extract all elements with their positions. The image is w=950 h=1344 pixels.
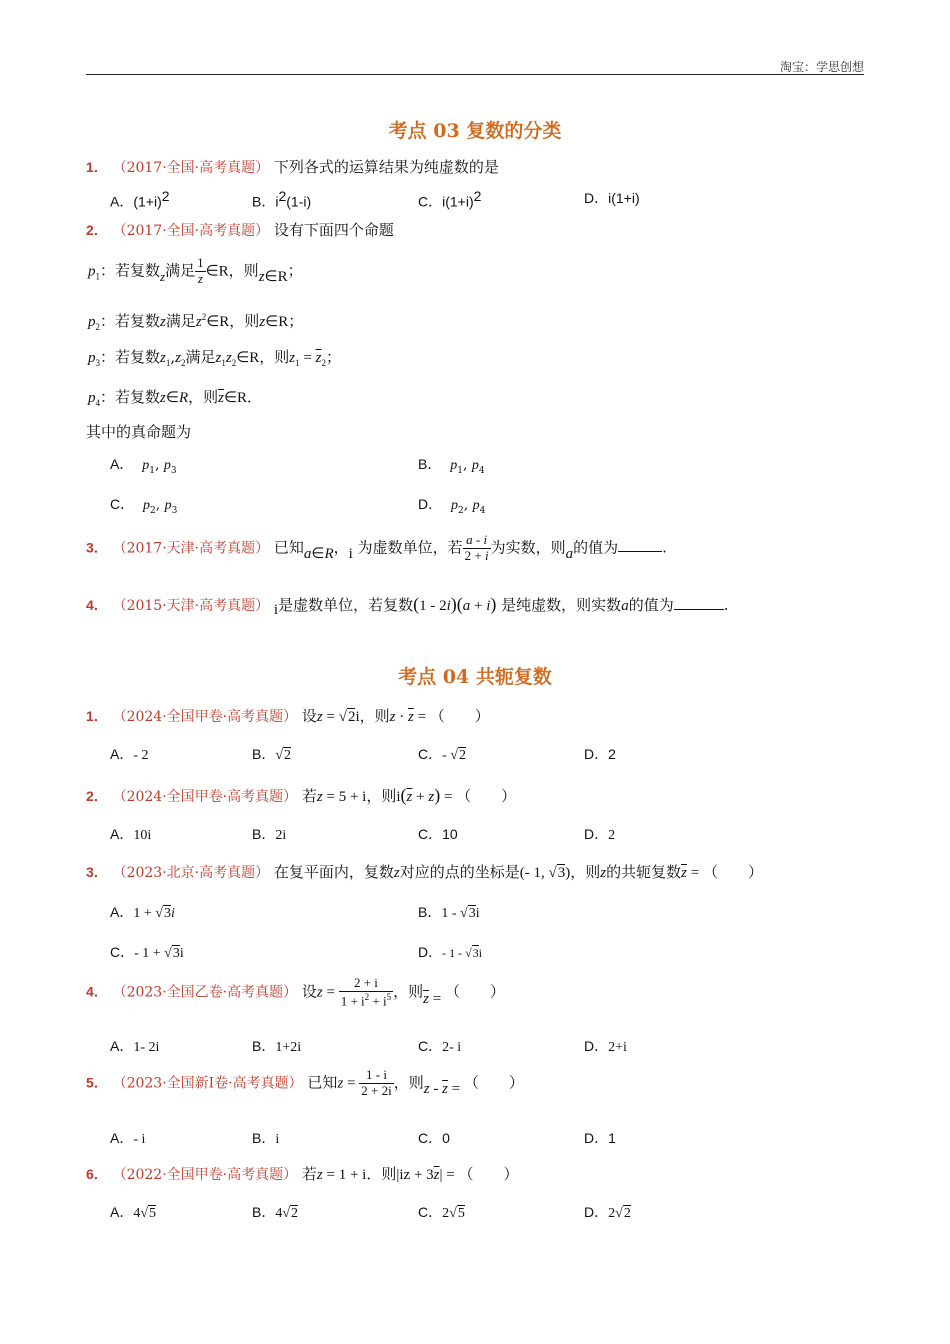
option-d: D．i(1+i) [584, 190, 640, 206]
option-a: A．1- 2i [110, 1038, 160, 1055]
option-b: B．2i [252, 826, 287, 843]
question-2-4-1: 1． （2024·全国甲卷·高考真题） 设z = √2i，则$z \cdot \overline{z}$ = （ ） [86, 707, 490, 725]
option-c: C．2- i [418, 1038, 462, 1055]
option-b: B．1+2i [252, 1038, 302, 1055]
proposition-p1: $p_1$：若复数z满足 $\frac{1}{z}$ ∈R，则z∈R； [88, 255, 303, 286]
option-a: A．10i [110, 826, 152, 843]
section-title-04: 考点 04 共轭复数 [398, 666, 552, 688]
proposition-p2: $p_2$：若复数z满足$z^2\in R$，则z∈R； [88, 312, 304, 332]
option-b: B．i [252, 1130, 280, 1147]
question-2-4-5: 5． （2023·全国新Ⅰ卷·高考真题） 已知z = $\frac{1 - i}{2 + 2i}$ ，则z - $\overline{z}$ = （ ） [86, 1067, 524, 1098]
option-c: C． $p_2$, $p_3$ [110, 496, 178, 516]
option-d: D． $p_2$, $p_4$ [418, 496, 486, 516]
question-1-3-1: 1． （2017·全国·高考真题） 下列各式的运算结果为纯虚数的是 [86, 158, 499, 176]
question-1-3-3: 3． （2017·天津·高考真题） 已知a∈R，i 为虚数单位，若 $\frac{a - i}{2 + i}$ 为实数，则a的值为 . [86, 532, 667, 563]
option-c: C．- √2 [418, 746, 466, 763]
option-c: C．0 [418, 1130, 450, 1146]
option-b: B．$i^2(1-i)$ [252, 188, 312, 210]
option-a: A．4√5 [110, 1204, 157, 1221]
question-1-3-4: 4． （2015·天津·高考真题） i是虚数单位，若复数(1 - 2i)(a + i) 是纯虚数，则实数a的值为 . [86, 594, 729, 618]
option-b: B．1 - √3i [418, 904, 480, 921]
option-b: B．√2 [252, 746, 292, 763]
question-2-4-3: 3． （2023·北京·高考真题） 在复平面内，复数z对应的点的坐标是(- 1, √3)，则z的共轭复数$\overline{z}$ = （ ） [86, 863, 763, 881]
option-c: C．2√5 [418, 1204, 465, 1221]
option-c: C．- 1 + √3i [110, 944, 184, 961]
proposition-p4: $p_4$：若复数z∈R，则$\overline{z}\in R$． [88, 388, 263, 408]
section-title-03: 考点 03 复数的分类 [388, 120, 562, 142]
option-d: D．2+i [584, 1038, 627, 1055]
option-c: C．10 [418, 826, 458, 842]
header-divider [86, 74, 864, 75]
option-a: A． $p_1$, $p_3$ [110, 456, 177, 476]
option-d: D．2 [584, 826, 616, 843]
option-d: D．1 [584, 1130, 616, 1146]
option-d: D．2√2 [584, 1204, 631, 1221]
q2-summary: 其中的真命题为 [86, 423, 192, 441]
option-d: D．2 [584, 746, 616, 762]
question-2-4-6: 6． （2022·全国甲卷·高考真题） 若z = 1 + i．则$|iz + 3\overline{z}|$ = （ ） [86, 1165, 519, 1183]
question-2-4-4: 4． （2023·全国乙卷·高考真题） 设z = $\frac{2 + i}{1 + i^2 + i^5}$ ，则$\overline{z}$ = （ ） [86, 975, 505, 1009]
option-b: B． $p_1$, $p_4$ [418, 456, 485, 476]
option-b: B．4√2 [252, 1204, 299, 1221]
proposition-p3: $p_3$：若复数$z_1,z_2$满足$z_1z_2\in R$，则$z_1 = \overline{z}_2$； [88, 348, 341, 368]
question-2-4-2: 2． （2024·全国甲卷·高考真题） 若z = 5 + i，则$i(\overline{z} + z)$ = （ ） [86, 785, 517, 805]
question-1-3-2: 2． （2017·全国·高考真题） 设有下面四个命题 [86, 221, 394, 239]
option-d: D．- 1 - √3i [418, 944, 483, 960]
option-a: A．$(1+i)^2$ [110, 188, 170, 210]
option-a: A．- 2 [110, 746, 149, 763]
option-a: A．- i [110, 1130, 146, 1147]
option-c: C．$i(1+i)^2$ [418, 188, 482, 210]
option-a: A．1 + √3i [110, 904, 175, 921]
page-header: 淘宝：学思创想 [779, 60, 864, 74]
